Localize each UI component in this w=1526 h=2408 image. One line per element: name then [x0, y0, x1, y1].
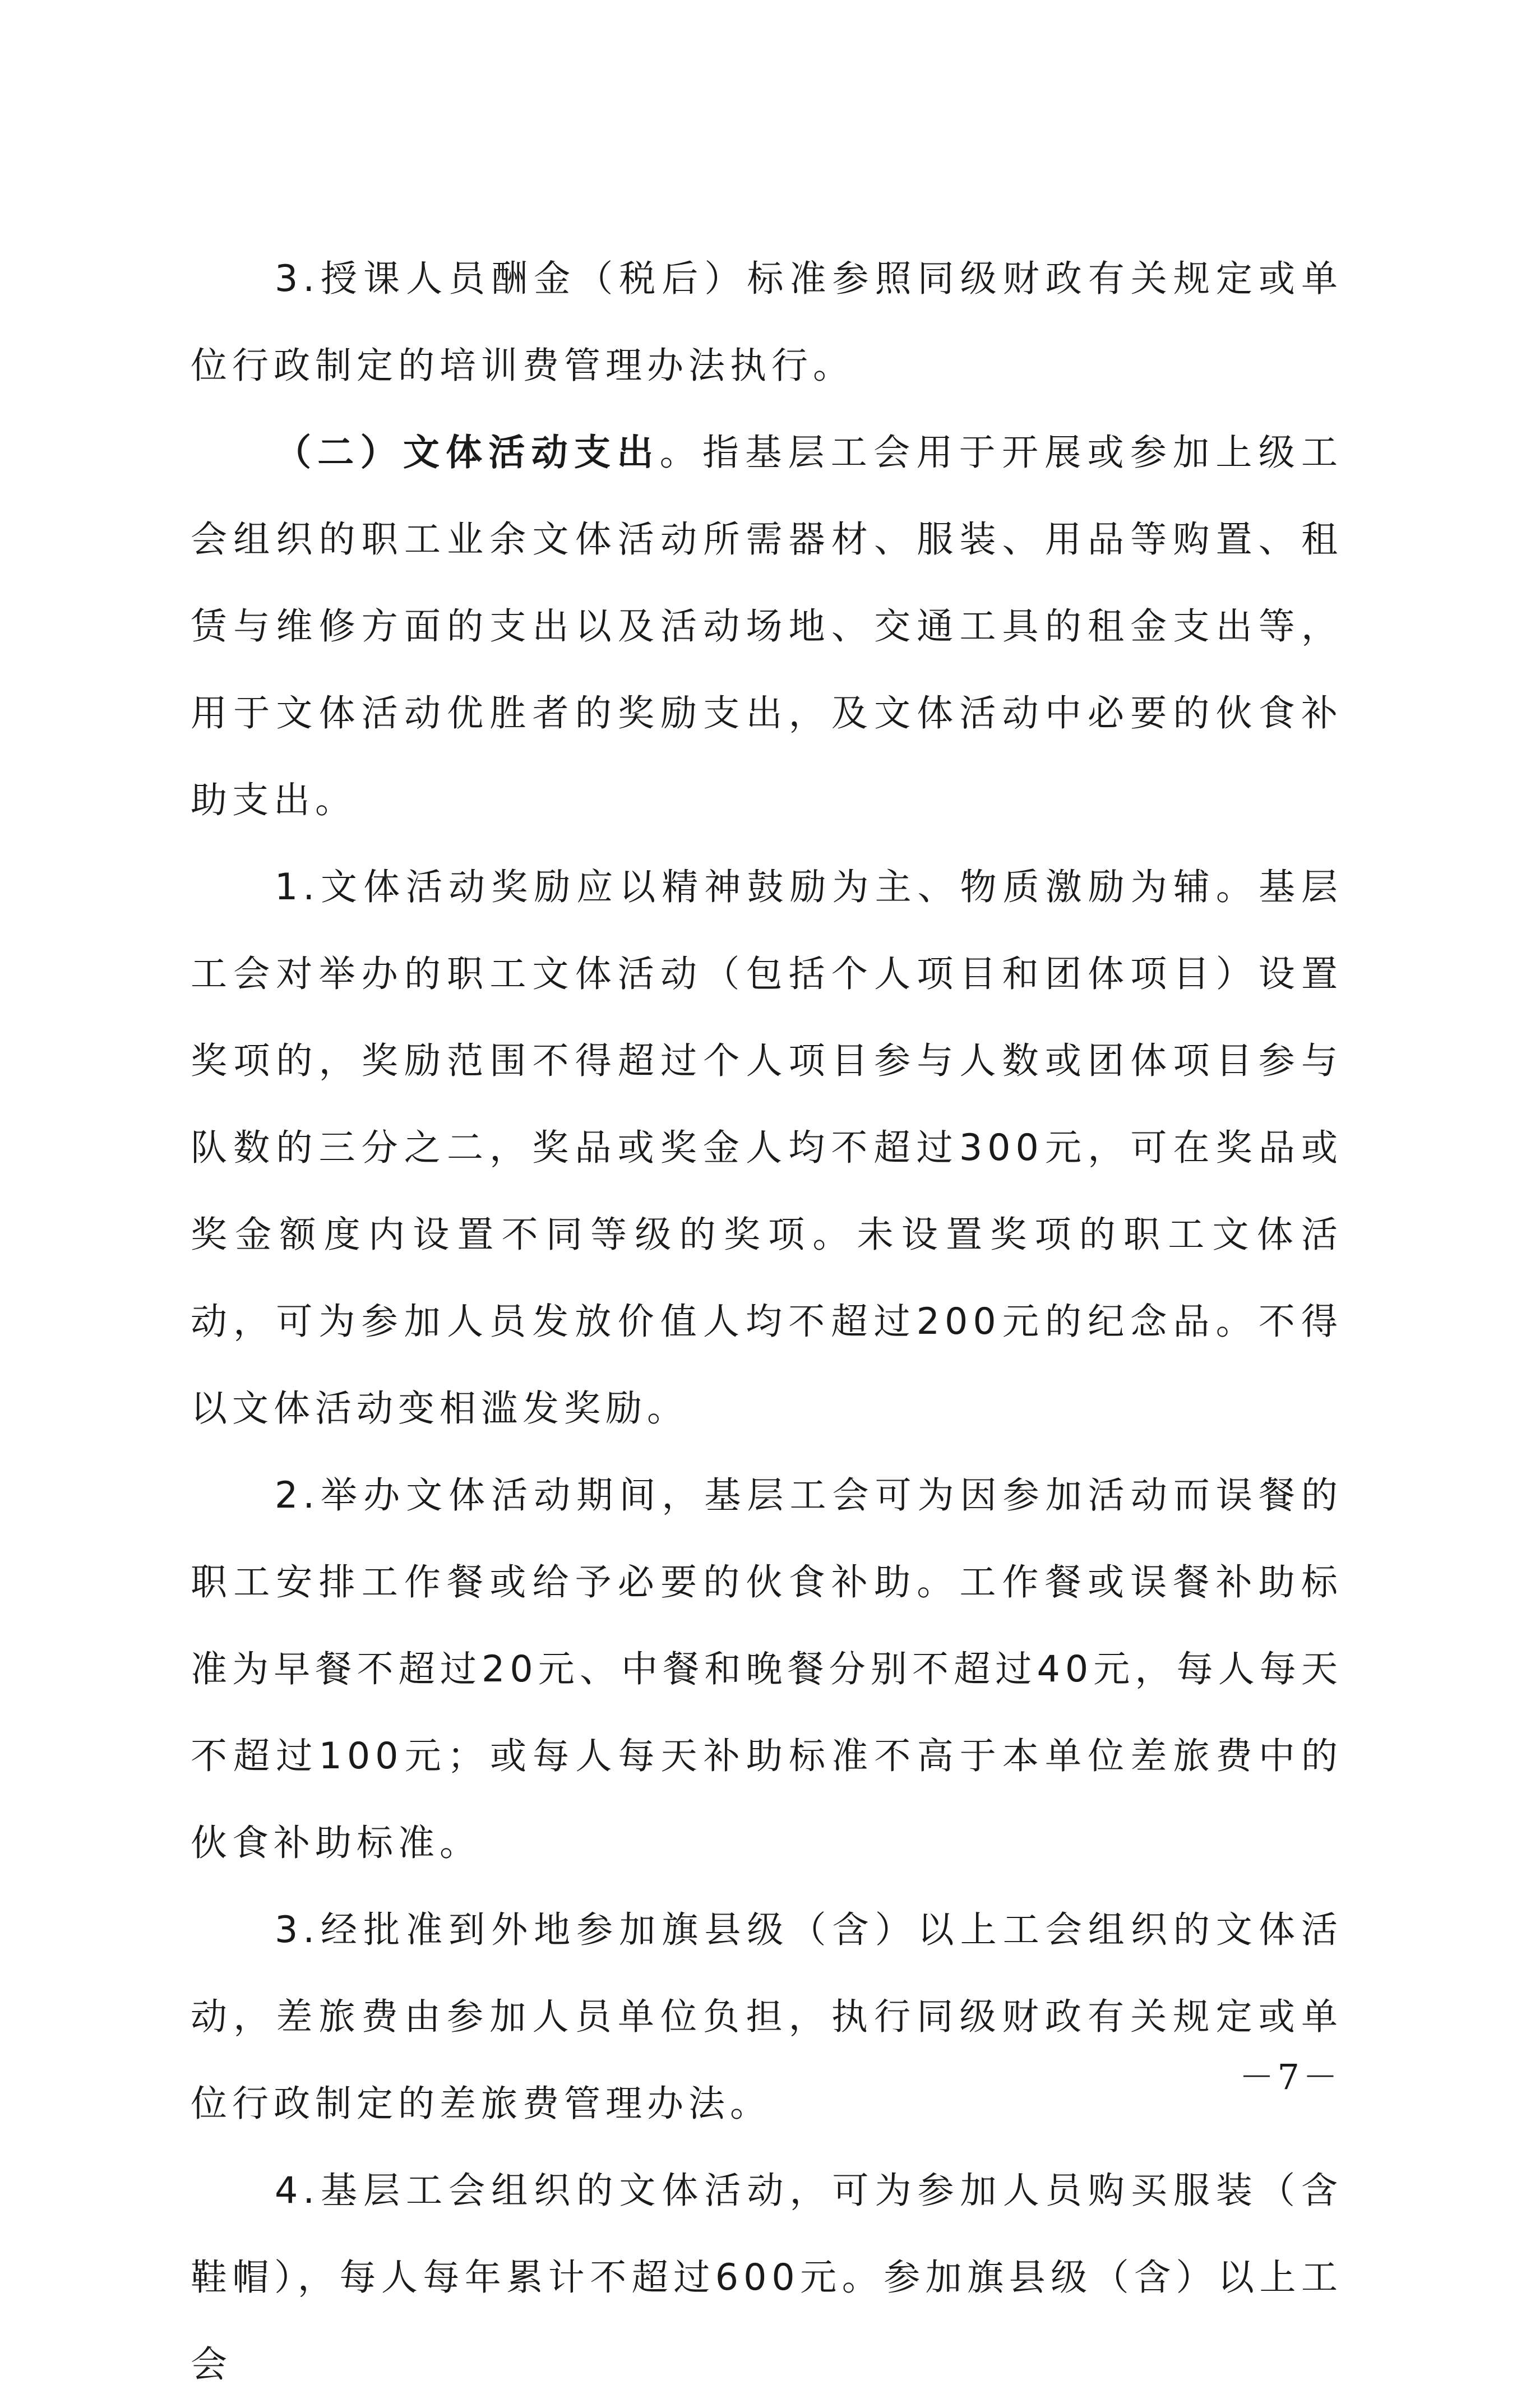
paragraph-text: 3.经批准到外地参加旗县级（含）以上工会组织的文体活动，差旅费由参加人员单位负担，执行同级财政有关规定或单位行政制定的差旅费管理办法。 [191, 1909, 1343, 2125]
paragraph-rule-3 [191, 1887, 1343, 2147]
paragraph-text: 1.文体活动奖励应以精神鼓励为主、物质激励为辅。基层工会对举办的职工文体活动（包括个人项目和团体项目）设置奖项的，奖励范围不得超过个人项目参与人数或团体项目参与队数的三分之二，奖品或奖金人均不超过300元，可在奖品或奖金额度内设置不同等级的奖项。未设置奖项的职工文体活动，可为参加人员发放价值人均不超过200元的纪念品。不得以文体活动变相滥发奖励。 [191, 866, 1343, 1430]
paragraph-training-fee [191, 235, 1343, 409]
paragraph-text: 3.授课人员酬金（税后）标准参照同级财政有关规定或单位行政制定的培训费管理办法执行。 [191, 258, 1343, 387]
page-number: －7－ [1239, 2056, 1341, 2097]
paragraph-text: 。指基层工会用于开展或参加上级工会组织的职工业余文体活动所需器材、服装、用品等购置、租赁与维修方面的支出以及活动场地、交通工具的租金支出等，用于文体活动优胜者的奖励支出，及文体活动中必要的伙食补助支出。 [191, 432, 1343, 821]
section-heading: （二）文体活动支出 [275, 432, 660, 474]
paragraph-rule-4 [191, 2147, 1343, 2408]
paragraph-text: 4.基层工会组织的文体活动，可为参加人员购买服装（含鞋帽），每人每年累计不超过600元。参加旗县级（含）以上工会 [191, 2170, 1343, 2386]
paragraph-rule-1 [191, 844, 1343, 1452]
paragraph-rule-2 [191, 1452, 1343, 1887]
document-body [191, 235, 1343, 2408]
paragraph-culture-sports-expense [191, 409, 1343, 844]
paragraph-text: 2.举办文体活动期间，基层工会可为因参加活动而误餐的职工安排工作餐或给予必要的伙食补助。工作餐或误餐补助标准为早餐不超过20元、中餐和晚餐分别不超过40元，每人每天不超过100元；或每人每天补助标准不高于本单位差旅费中的伙食补助标准。 [191, 1475, 1343, 1864]
